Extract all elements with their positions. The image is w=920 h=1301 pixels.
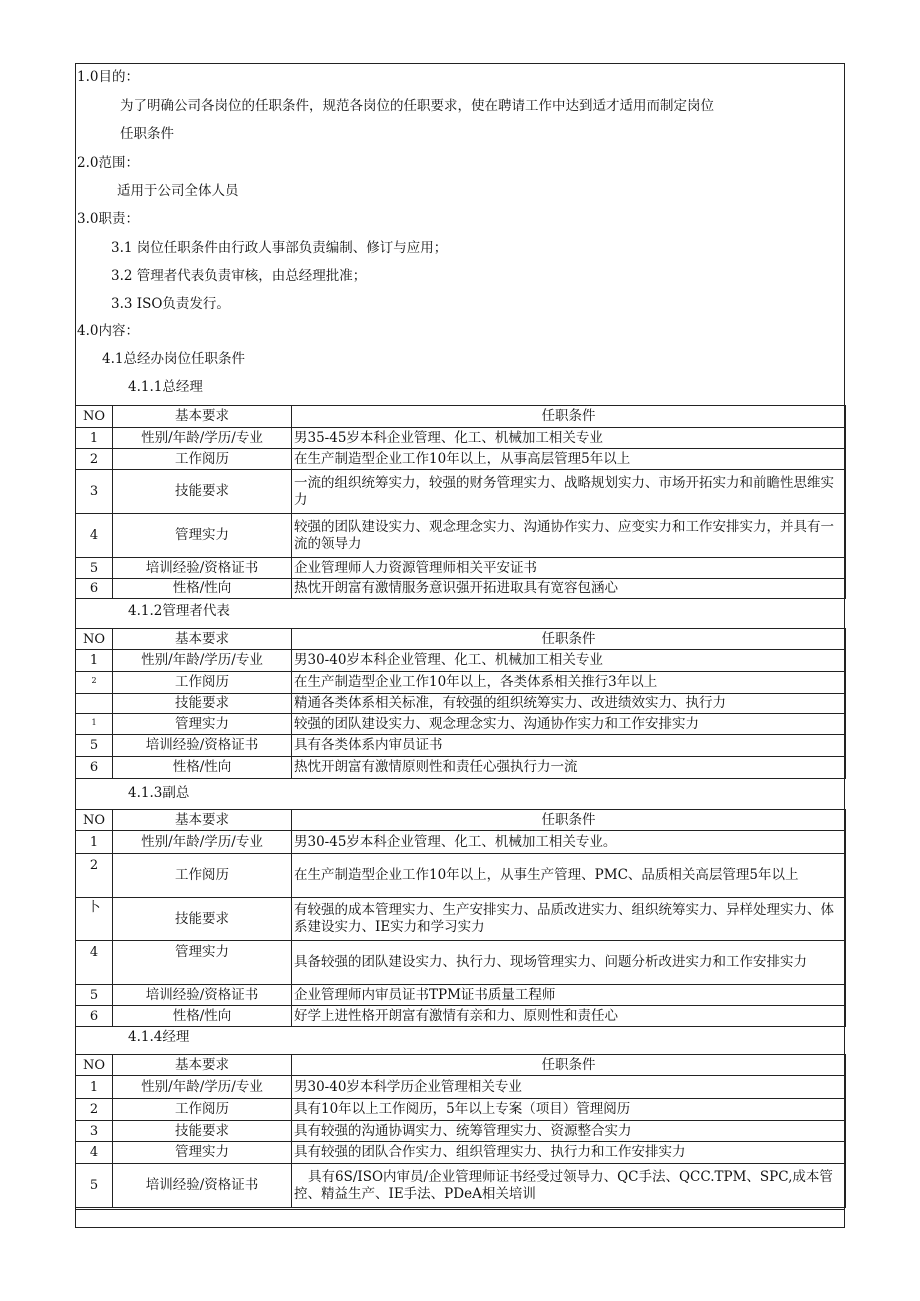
row-no: 3	[76, 1121, 113, 1142]
table-header-row	[76, 629, 846, 650]
table-row	[76, 558, 846, 579]
header-no: NO	[76, 810, 113, 831]
row-no: 2	[76, 854, 113, 898]
row-no: 2	[76, 449, 113, 470]
row-cond: 在生产制造型企业工作10年以上，从事高层管理5年以上	[292, 449, 846, 470]
row-no: 5	[76, 1164, 113, 1208]
table-header-row	[76, 810, 846, 831]
row-req: 技能要求	[113, 1121, 292, 1142]
row-req: 培训经验/资格证书	[113, 1164, 292, 1208]
table-row	[76, 428, 846, 449]
row-no: 6	[76, 579, 113, 599]
vp-title: 4.1.3副总	[128, 785, 190, 801]
row-no: 1	[76, 650, 113, 672]
row-cond: 有较强的成本管理实力、生产安排实力、品质改进实力、组织统筹实力、异样处理实力、体系建设实力、IE实力和学习实力	[292, 898, 846, 941]
row-cond: 男30-40岁本科企业管理、化工、机械加工相关专业	[292, 650, 846, 672]
table-row	[76, 1076, 846, 1099]
table-row	[76, 831, 846, 854]
row-req: 管理实力	[113, 714, 292, 735]
row-no: 2	[76, 672, 113, 694]
row-req: 培训经验/资格证书	[113, 985, 292, 1006]
header-no: NO	[76, 406, 113, 428]
table-header-row	[76, 1055, 846, 1076]
row-no: 6	[76, 1006, 113, 1027]
row-cond: 好学上进性格开朗富有激情有亲和力、原则性和责任心	[292, 1006, 846, 1027]
row-cond: 具有较强的团队合作实力、组织管理实力、执行力和工作安排实力	[292, 1142, 846, 1164]
scope-text: 适用于公司全体人员	[117, 183, 239, 199]
row-no: 6	[76, 757, 113, 779]
purpose-heading: 1.0目的：	[77, 69, 139, 85]
header-basic: 基本要求	[113, 1055, 292, 1076]
row-cond: 在生产制造型企业工作10年以上，各类体系相关推行3年以上	[292, 672, 846, 694]
header-no: NO	[76, 629, 113, 650]
row-req: 性格/性向	[113, 1006, 292, 1027]
header-basic: 基本要求	[113, 810, 292, 831]
row-cond: 男35-45岁本科企业管理、化工、机械加工相关专业	[292, 428, 846, 449]
header-cond: 任职条件	[292, 406, 846, 428]
content-heading: 4.0内容：	[77, 323, 139, 339]
header-cond: 任职条件	[292, 629, 846, 650]
row-no: 4	[76, 1142, 113, 1164]
row-req: 性别/年龄/学历/专业	[113, 650, 292, 672]
table-row	[76, 514, 846, 558]
empty-footer-row	[75, 1209, 845, 1229]
row-req: 管理实力	[113, 1142, 292, 1164]
table-row	[76, 757, 846, 779]
table-row	[76, 694, 846, 714]
row-no: 5	[76, 558, 113, 579]
duty-item-1: 3.1 岗位任职条件由行政人事部负责编制、修订与应用；	[111, 240, 448, 256]
row-cond: 具备较强的团队建设实力、执行力、现场管理实力、问题分析改进实力和工作安排实力	[292, 941, 846, 985]
table-row	[76, 672, 846, 694]
row-cond: 在生产制造型企业工作10年以上，从事生产管理、PMC、品质相关高层管理5年以上	[292, 854, 846, 898]
mgr-title: 4.1.4经理	[128, 1029, 190, 1045]
gm-title: 4.1.1总经理	[128, 379, 203, 395]
table-row	[76, 898, 846, 941]
table-row	[76, 714, 846, 735]
row-cond: 精通各类体系相关标准，有较强的组织统筹实力、改进绩效实力、执行力	[292, 694, 846, 714]
row-req: 性别/年龄/学历/专业	[113, 1076, 292, 1099]
header-cond: 任职条件	[292, 1055, 846, 1076]
vp-table	[75, 809, 846, 1027]
row-cond: 具有较强的沟通协调实力、统筹管理实力、资源整合实力	[292, 1121, 846, 1142]
row-req: 管理实力	[113, 514, 292, 558]
table-row	[76, 735, 846, 757]
row-req: 培训经验/资格证书	[113, 735, 292, 757]
row-req: 工作阅历	[113, 854, 292, 898]
row-req: 工作阅历	[113, 449, 292, 470]
row-no: 5	[76, 985, 113, 1006]
row-req: 技能要求	[113, 898, 292, 941]
row-cond: 具有10年以上工作阅历，5年以上专案（项目）管理阅历	[292, 1099, 846, 1121]
row-no: 5	[76, 735, 113, 757]
duty-item-3: 3.3 ISO负责发行。	[111, 296, 230, 312]
table-row	[76, 470, 846, 514]
gm-table	[75, 405, 846, 599]
row-req: 技能要求	[113, 470, 292, 514]
duty-item-2: 3.2 管理者代表负责审核，由总经理批准；	[111, 268, 367, 284]
header-cond: 任职条件	[292, 810, 846, 831]
row-req: 性别/年龄/学历/专业	[113, 831, 292, 854]
section-41-title: 4.1总经办岗位任职条件	[102, 351, 245, 367]
row-cond: 一流的组织统筹实力，较强的财务管理实力、战略规划实力、市场开拓实力和前瞻性思维实力	[292, 470, 846, 514]
row-cond: 热忱开朗富有激情服务意识强开拓进取具有宽容包涵心	[292, 579, 846, 599]
row-req: 技能要求	[113, 694, 292, 714]
row-no	[76, 694, 113, 714]
table-row	[76, 941, 846, 985]
header-basic: 基本要求	[113, 629, 292, 650]
row-no: 4	[76, 514, 113, 558]
header-basic: 基本要求	[113, 406, 292, 428]
row-req: 工作阅历	[113, 1099, 292, 1121]
row-cond: 较强的团队建设实力、观念理念实力、沟通协作实力和工作安排实力	[292, 714, 846, 735]
row-req: 管理实力	[113, 941, 292, 985]
table-header-row	[76, 406, 846, 428]
mgr-table	[75, 1054, 846, 1208]
row-no: 4	[76, 941, 113, 985]
table-row	[76, 985, 846, 1006]
row-req: 培训经验/资格证书	[113, 558, 292, 579]
row-no: 1	[76, 714, 113, 735]
row-cond: 较强的团队建设实力、观念理念实力、沟通协作实力、应变实力和工作安排实力，并具有一流的领导力	[292, 514, 846, 558]
row-no: 2	[76, 1099, 113, 1121]
row-cond: 热忱开朗富有激情原则性和责任心强执行力一流	[292, 757, 846, 779]
table-row	[76, 1006, 846, 1027]
purpose-text-line2: 任职条件	[120, 126, 174, 142]
row-no: 1	[76, 428, 113, 449]
mr-title: 4.1.2管理者代表	[128, 603, 230, 619]
row-no: 卜	[76, 898, 113, 941]
row-cond: 男30-40岁本科学历企业管理相关专业	[292, 1076, 846, 1099]
row-cond: 企业管理师人力资源管理师相关平安证书	[292, 558, 846, 579]
table-row	[76, 1099, 846, 1121]
row-no: 1	[76, 831, 113, 854]
duty-heading: 3.0职责：	[77, 211, 139, 227]
table-row	[76, 579, 846, 599]
row-cond: 男30-45岁本科企业管理、化工、机械加工相关专业。	[292, 831, 846, 854]
row-cond: 具有各类体系内审员证书	[292, 735, 846, 757]
row-req: 工作阅历	[113, 672, 292, 694]
row-no: 3	[76, 470, 113, 514]
row-req: 性格/性向	[113, 757, 292, 779]
table-row	[76, 1142, 846, 1164]
row-cond: 企业管理师内审员证书TPM证书质量工程师	[292, 985, 846, 1006]
row-req: 性格/性向	[113, 579, 292, 599]
header-no: NO	[76, 1055, 113, 1076]
row-no: 1	[76, 1076, 113, 1099]
mr-table	[75, 628, 846, 779]
table-row	[76, 1121, 846, 1142]
purpose-text-line1: 为了明确公司各岗位的任职条件，规范各岗位的任职要求，使在聘请工作中达到适才适用而制定岗位	[120, 98, 714, 114]
row-req: 性别/年龄/学历/专业	[113, 428, 292, 449]
scope-heading: 2.0范围：	[77, 155, 139, 171]
table-row	[76, 1164, 846, 1208]
table-row	[76, 449, 846, 470]
table-row	[76, 854, 846, 898]
table-row	[76, 650, 846, 672]
row-cond: 具有6S/ISO内审员/企业管理师证书经受过领导力、QC手法、QCC.TPM、SPC,成本管控、精益生产、IE手法、PDeA相关培训	[292, 1164, 846, 1208]
